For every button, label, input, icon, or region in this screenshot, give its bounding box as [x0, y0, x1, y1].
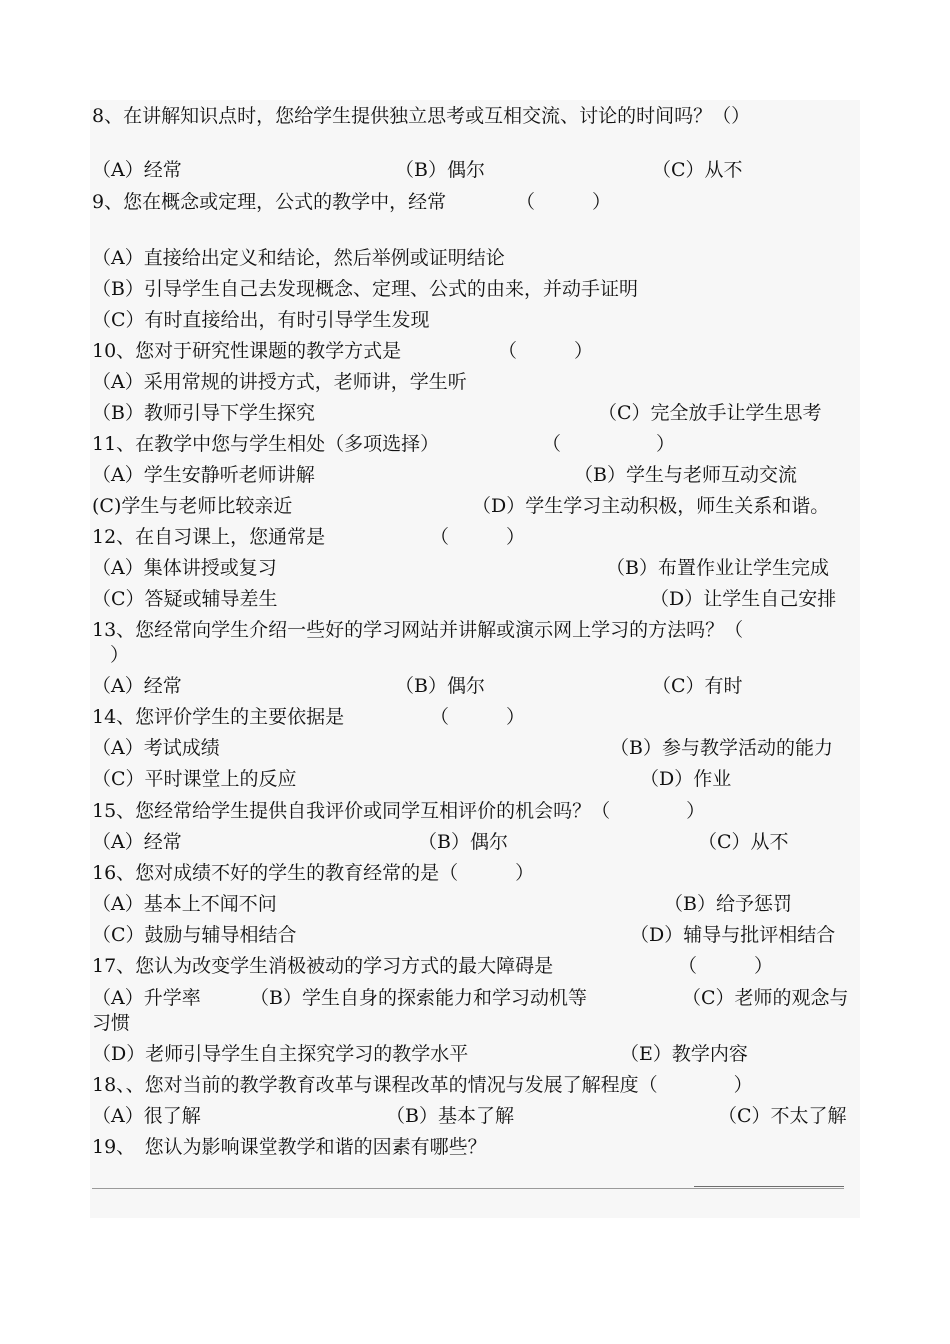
- q16-option-c: （C）鼓励与辅导相结合: [92, 924, 297, 946]
- q8-option-a: （A）经常: [92, 159, 182, 181]
- q17-option-e: （E）教学内容: [620, 1043, 748, 1065]
- q14-stem: 14、您评价学生的主要依据是: [92, 706, 345, 728]
- q15-option-c: （C）从不: [698, 831, 789, 853]
- q17-option-a: （A）升学率: [92, 987, 201, 1009]
- q13-stem-continued: ）: [110, 644, 130, 666]
- q15-stem: 15、您经常给学生提供自我评价或同学互相评价的机会吗？（ ）: [92, 800, 706, 822]
- q18-stem: 18、、您对当前的教学教育改革与课程改革的情况与发展了解程度（ ）: [92, 1074, 753, 1096]
- q18-option-b: （B）基本了解: [386, 1105, 514, 1127]
- q12-option-c: （C）答疑或辅导差生: [92, 588, 278, 610]
- q16-option-d: （D）辅导与批评相结合: [630, 924, 836, 946]
- q9-option-c: （C）有时直接给出，有时引导学生发现: [92, 309, 430, 331]
- q8-stem: 8、在讲解知识点时，您给学生提供独立思考或互相交流、讨论的时间吗？（）: [92, 105, 751, 127]
- q11-option-d: （D）学生学习主动积极，师生关系和谐。: [472, 495, 830, 517]
- q10-option-c: （C）完全放手让学生思考: [598, 402, 822, 424]
- q15-option-b: （B）偶尔: [418, 831, 508, 853]
- q9-answer-blank: （ ）: [516, 191, 612, 213]
- q9-option-b: （B）引导学生自己去发现概念、定理、公式的由来，并动手证明: [92, 278, 638, 300]
- q16-option-b: （B）给予惩罚: [664, 893, 792, 915]
- q16-stem: 16、您对成绩不好的学生的教育经常的是（ ）: [92, 862, 535, 884]
- q12-answer-blank: （ ）: [430, 526, 526, 548]
- q12-option-b: （B）布置作业让学生完成: [606, 557, 829, 579]
- q13-option-c: （C）有时: [652, 675, 743, 697]
- q9-stem: 9、您在概念或定理，公式的教学中，经常: [92, 191, 447, 213]
- q18-option-a: （A）很了解: [92, 1105, 201, 1127]
- q10-answer-blank: （ ）: [498, 340, 594, 362]
- q15-option-a: （A）经常: [92, 831, 182, 853]
- q14-option-d: （D）作业: [640, 768, 732, 790]
- q8-option-b: （B）偶尔: [395, 159, 485, 181]
- q17-answer-blank: （ ）: [678, 955, 774, 977]
- q13-option-b: （B）偶尔: [395, 675, 485, 697]
- q17-stem: 17、您认为改变学生消极被动的学习方式的最大障碍是: [92, 955, 554, 977]
- q17-option-c-continued: 习惯: [92, 1012, 131, 1034]
- q14-answer-blank: （ ）: [430, 706, 526, 728]
- q12-option-d: （D）让学生自己安排: [650, 588, 837, 610]
- q11-option-b: （B）学生与老师互动交流: [574, 464, 797, 486]
- q9-option-a: （A）直接给出定义和结论，然后举例或证明结论: [92, 247, 505, 269]
- q12-stem: 12、在自习课上，您通常是: [92, 526, 326, 548]
- q13-option-a: （A）经常: [92, 675, 182, 697]
- q8-option-c: （C）从不: [652, 159, 743, 181]
- q19-stem: 19、 您认为影响课堂教学和谐的因素有哪些？: [92, 1136, 487, 1158]
- q11-answer-blank: （ ）: [542, 433, 676, 455]
- q18-option-c: （C）不太了解: [718, 1105, 847, 1127]
- q14-option-c: （C）平时课堂上的反应: [92, 768, 297, 790]
- q17-option-d: （D）老师引导学生自主探究学习的教学水平: [92, 1043, 469, 1065]
- q17-option-c: （C）老师的观念与: [682, 987, 849, 1009]
- q16-option-a: （A）基本上不闻不问: [92, 893, 277, 915]
- q17-option-b: （B）学生自身的探索能力和学习动机等: [250, 987, 587, 1009]
- q12-option-a: （A）集体讲授或复习: [92, 557, 277, 579]
- q11-stem: 11、在教学中您与学生相处（多项选择）: [92, 433, 440, 455]
- q10-option-a: （A）采用常规的讲授方式，老师讲，学生听: [92, 371, 467, 393]
- q14-option-a: （A）考试成绩: [92, 737, 220, 759]
- q11-option-a: （A）学生安静听老师讲解: [92, 464, 315, 486]
- q11-option-c: (C)学生与老师比较亲近: [92, 495, 293, 517]
- answer-line-end: [694, 1186, 844, 1187]
- q10-stem: 10、您对于研究性课题的教学方式是: [92, 340, 402, 362]
- q14-option-b: （B）参与教学活动的能力: [610, 737, 833, 759]
- q13-stem: 13、您经常向学生介绍一些好的学习网站并讲解或演示网上学习的方法吗？（: [92, 619, 744, 641]
- answer-line: [92, 1188, 844, 1189]
- q10-option-b: （B）教师引导下学生探究: [92, 402, 315, 424]
